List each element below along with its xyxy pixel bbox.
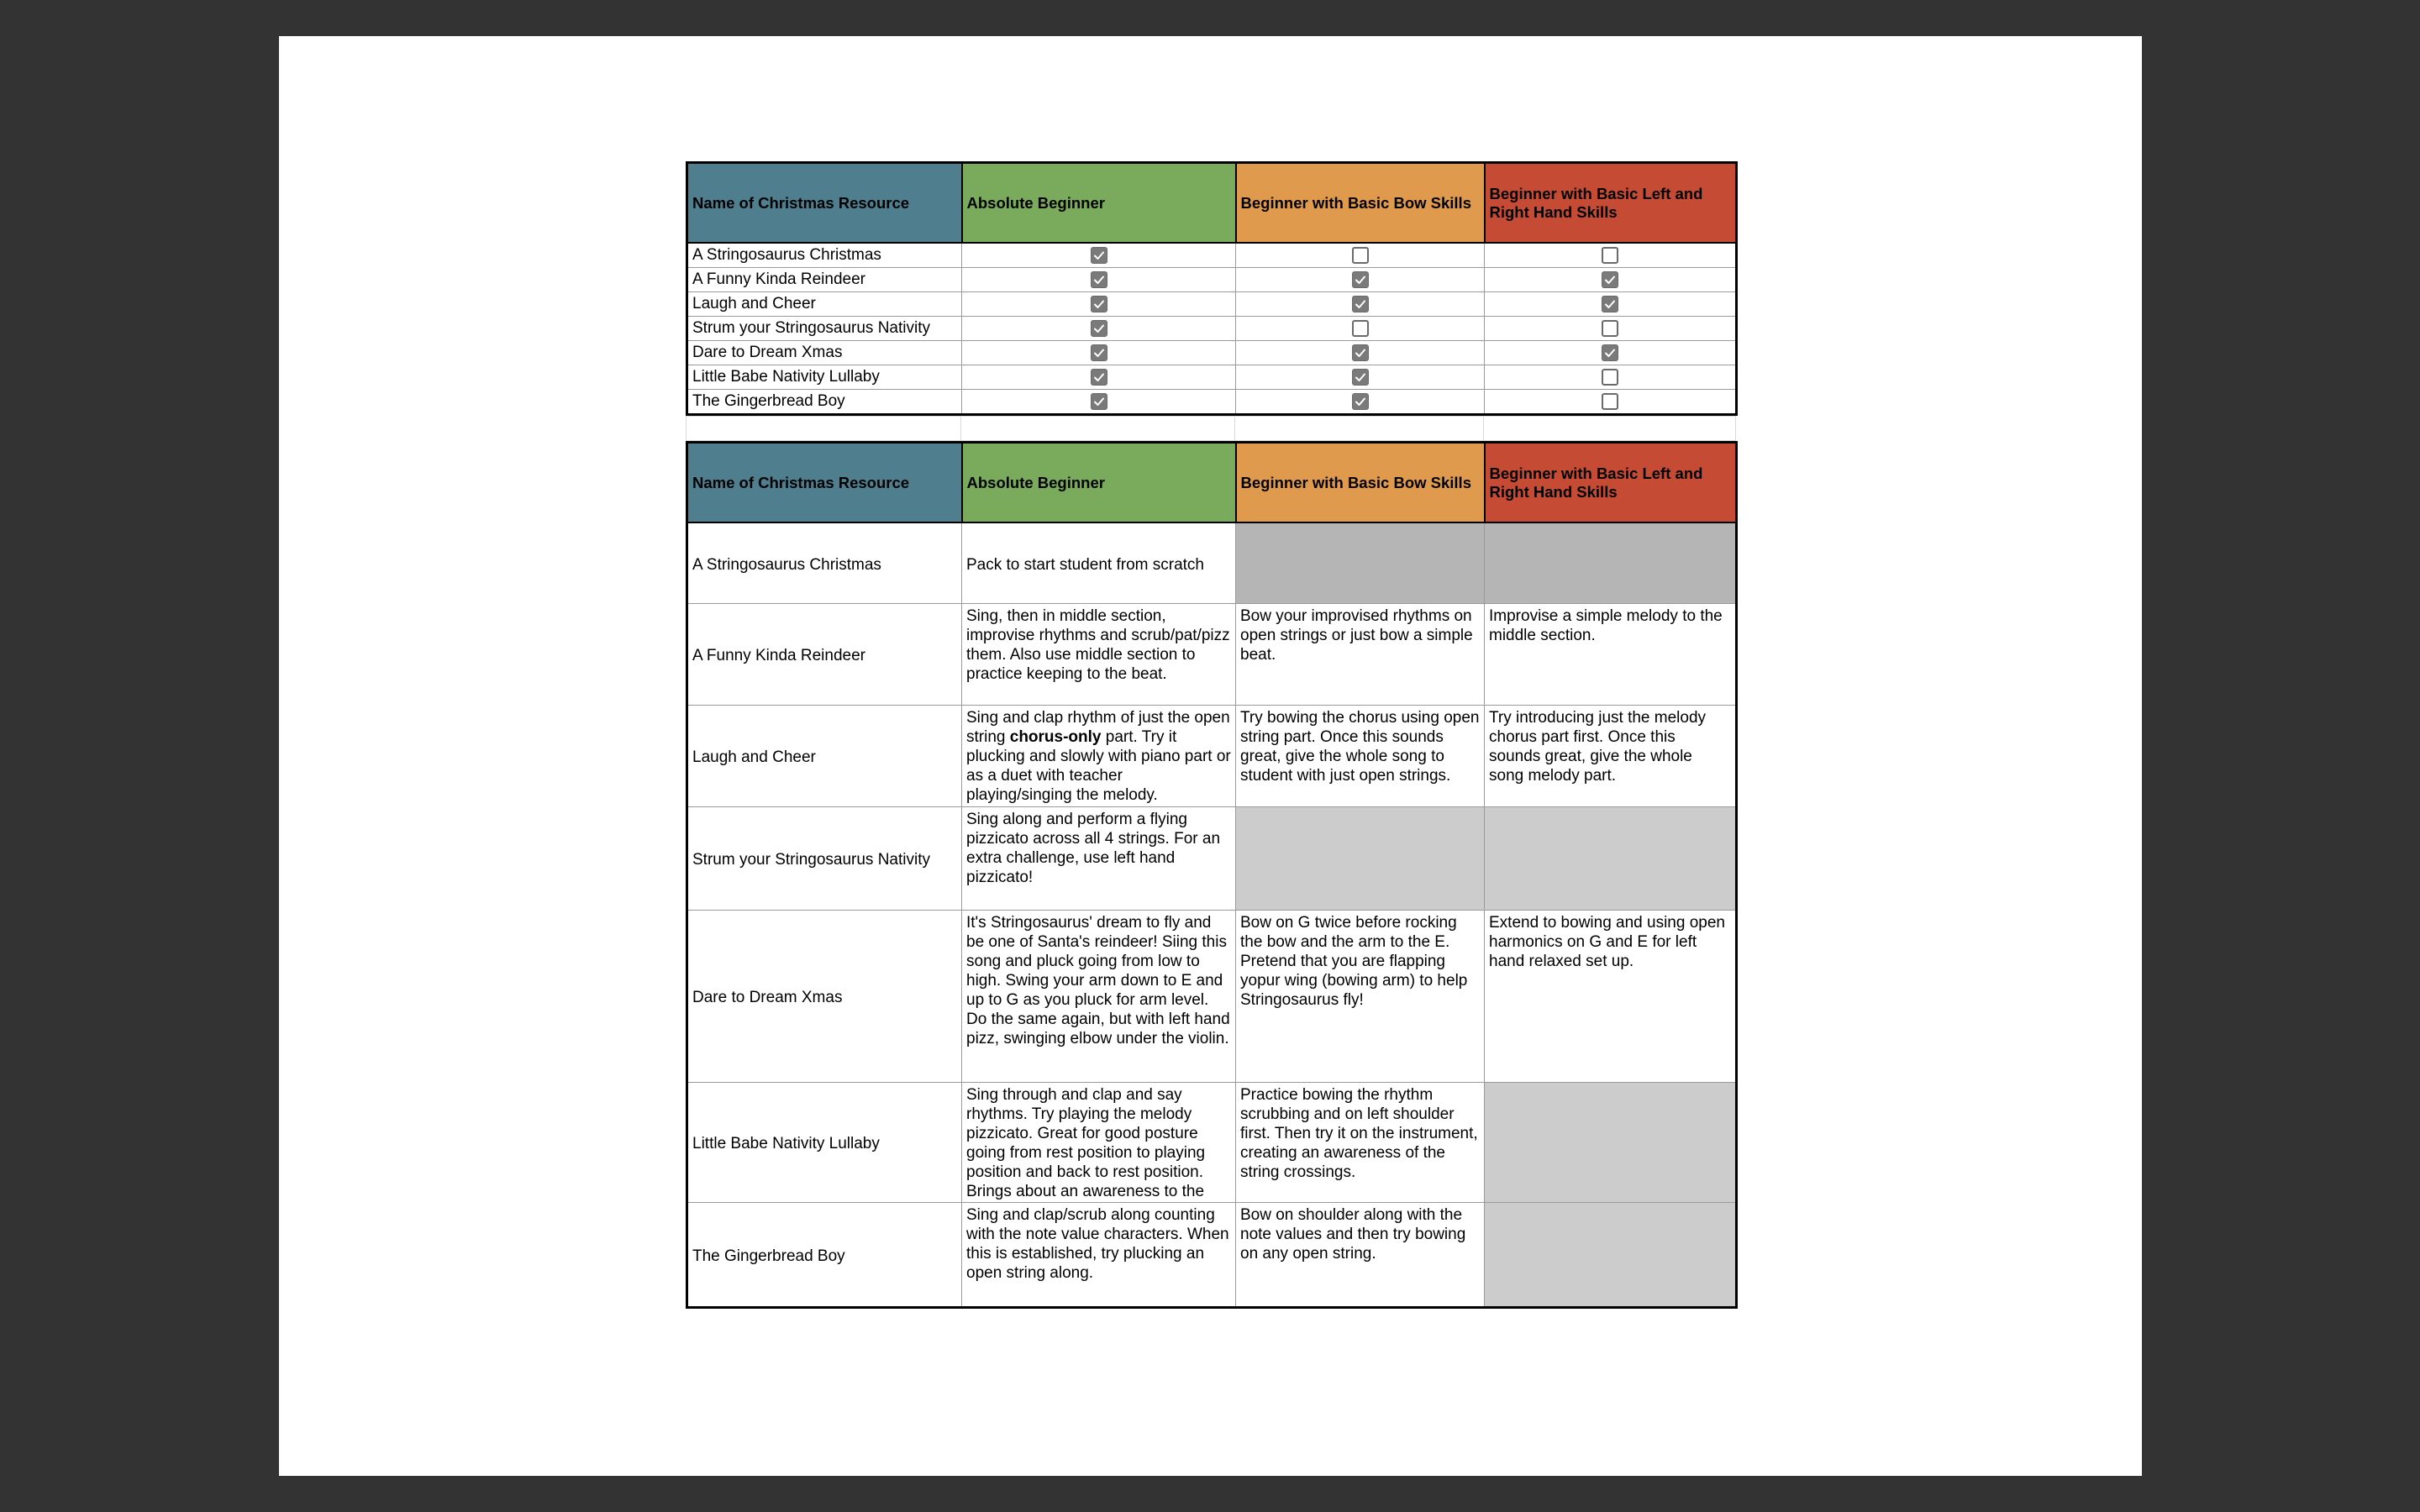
table-row bbox=[687, 522, 1737, 604]
left-right-checkbox-cell bbox=[1485, 365, 1737, 390]
resource-name[interactable]: A Funny Kinda Reindeer bbox=[687, 604, 962, 706]
absolute-beginner-cell[interactable]: Sing along and perform a flying pizzicato across all 4 strings. For an extra challenge, use left hand pizzicato! bbox=[962, 807, 1236, 911]
checked-checkbox-icon[interactable] bbox=[1602, 271, 1618, 288]
resource-name[interactable]: Laugh and Cheer bbox=[687, 292, 962, 317]
left-right-checkbox-cell bbox=[1485, 292, 1737, 317]
bow-checkbox-cell bbox=[1236, 243, 1485, 268]
unchecked-checkbox-icon[interactable] bbox=[1602, 369, 1618, 386]
absolute-checkbox-cell bbox=[962, 341, 1236, 365]
checked-checkbox-icon[interactable] bbox=[1091, 369, 1107, 386]
left-right-cell[interactable] bbox=[1485, 1083, 1737, 1203]
checked-checkbox-icon[interactable] bbox=[1352, 296, 1369, 312]
left-right-cell[interactable] bbox=[1485, 807, 1737, 911]
unchecked-checkbox-icon[interactable] bbox=[1352, 320, 1369, 337]
basic-bow-cell[interactable]: Bow on G twice before rocking the bow and the arm to the E. Pretend that you are flapping yopur wing (bowing arm) to help Stringosaurus fly! bbox=[1236, 911, 1485, 1083]
left-right-cell[interactable]: Try introducing just the melody chorus part first. Once this sounds great, give the whole song melody part. bbox=[1485, 706, 1737, 807]
header-name: Name of Christmas Resource bbox=[687, 443, 962, 523]
checklist-table bbox=[686, 161, 1738, 416]
resource-name[interactable]: Strum your Stringosaurus Nativity bbox=[687, 317, 962, 341]
header-left-right-hand-skills: Beginner with Basic Left and Right Hand Skills bbox=[1485, 443, 1737, 523]
resource-name[interactable]: The Gingerbread Boy bbox=[687, 1203, 962, 1308]
header-name: Name of Christmas Resource bbox=[687, 163, 962, 244]
absolute-beginner-cell[interactable]: It's Stringosaurus' dream to fly and be one of Santa's reindeer! Siing this song and pluck going from low to high. Swing your arm down to E and up to G as you pluck for arm level. Do the same again, but with left hand pizz, swinging elbow under the violin. bbox=[962, 911, 1236, 1083]
basic-bow-cell[interactable] bbox=[1236, 522, 1485, 604]
bow-checkbox-cell bbox=[1236, 390, 1485, 415]
spreadsheet bbox=[686, 161, 1736, 1309]
left-right-checkbox-cell bbox=[1485, 243, 1737, 268]
resource-name[interactable]: The Gingerbread Boy bbox=[687, 390, 962, 415]
basic-bow-cell[interactable]: Practice bowing the rhythm scrubbing and on left shoulder first. Then try it on the instrument, creating an awareness of the string crossings. bbox=[1236, 1083, 1485, 1203]
resource-name[interactable]: Laugh and Cheer bbox=[687, 706, 962, 807]
absolute-checkbox-cell bbox=[962, 292, 1236, 317]
bow-checkbox-cell bbox=[1236, 268, 1485, 292]
left-right-cell[interactable] bbox=[1485, 522, 1737, 604]
bow-checkbox-cell bbox=[1236, 317, 1485, 341]
checked-checkbox-icon[interactable] bbox=[1352, 271, 1369, 288]
resource-name[interactable]: A Stringosaurus Christmas bbox=[687, 243, 962, 268]
left-right-checkbox-cell bbox=[1485, 317, 1737, 341]
checked-checkbox-icon[interactable] bbox=[1091, 271, 1107, 288]
absolute-beginner-cell[interactable]: Pack to start student from scratch bbox=[962, 522, 1236, 604]
cell-text: Sing and clap rhythm of just the open string bbox=[966, 709, 1230, 746]
checked-checkbox-icon[interactable] bbox=[1602, 344, 1618, 361]
checked-checkbox-icon[interactable] bbox=[1091, 344, 1107, 361]
table-row bbox=[687, 1203, 1737, 1308]
basic-bow-cell[interactable] bbox=[1236, 807, 1485, 911]
resource-name[interactable]: Strum your Stringosaurus Nativity bbox=[687, 807, 962, 911]
table-row bbox=[687, 1083, 1737, 1203]
left-right-checkbox-cell bbox=[1485, 341, 1737, 365]
header-basic-bow-skills: Beginner with Basic Bow Skills bbox=[1236, 443, 1485, 523]
absolute-beginner-cell[interactable] bbox=[962, 706, 1236, 807]
table-row bbox=[687, 317, 1737, 341]
absolute-checkbox-cell bbox=[962, 390, 1236, 415]
unchecked-checkbox-icon[interactable] bbox=[1602, 247, 1618, 264]
absolute-beginner-cell[interactable] bbox=[962, 1083, 1236, 1203]
table-row bbox=[687, 365, 1737, 390]
table-row bbox=[687, 268, 1737, 292]
absolute-checkbox-cell bbox=[962, 268, 1236, 292]
bow-checkbox-cell bbox=[1236, 341, 1485, 365]
absolute-checkbox-cell bbox=[962, 365, 1236, 390]
checked-checkbox-icon[interactable] bbox=[1602, 296, 1618, 312]
header-absolute-beginner: Absolute Beginner bbox=[962, 163, 1236, 244]
resource-name[interactable]: Little Babe Nativity Lullaby bbox=[687, 1083, 962, 1203]
checklist-header-row bbox=[687, 163, 1737, 244]
descriptions-header-row bbox=[687, 443, 1737, 523]
header-absolute-beginner: Absolute Beginner bbox=[962, 443, 1236, 523]
basic-bow-cell[interactable]: Try bowing the chorus using open string part. Once this sounds great, give the whole song to student with just open strings. bbox=[1236, 706, 1485, 807]
left-right-cell[interactable] bbox=[1485, 1203, 1737, 1308]
table-row bbox=[687, 706, 1737, 807]
resource-name[interactable]: A Funny Kinda Reindeer bbox=[687, 268, 962, 292]
table-row bbox=[687, 604, 1737, 706]
cell-text: Sing through and clap and say rhythms. Try playing the melody pizzicato. Great for good posture going from rest position to playing position and back to rest position. Brings about an awareness to the bbox=[966, 1086, 1206, 1200]
left-right-checkbox-cell bbox=[1485, 268, 1737, 292]
bow-checkbox-cell bbox=[1236, 365, 1485, 390]
descriptions-table bbox=[686, 441, 1738, 1309]
table-row bbox=[687, 292, 1737, 317]
header-basic-bow-skills: Beginner with Basic Bow Skills bbox=[1236, 163, 1485, 244]
checked-checkbox-icon[interactable] bbox=[1352, 369, 1369, 386]
resource-name[interactable]: Little Babe Nativity Lullaby bbox=[687, 365, 962, 390]
absolute-beginner-cell[interactable]: Sing, then in middle section, improvise rhythms and scrub/pat/pizz them. Also use middle section to practice keeping to the beat. bbox=[962, 604, 1236, 706]
table-row bbox=[687, 807, 1737, 911]
checked-checkbox-icon[interactable] bbox=[1091, 296, 1107, 312]
absolute-checkbox-cell bbox=[962, 243, 1236, 268]
basic-bow-cell[interactable]: Bow your improvised rhythms on open strings or just bow a simple beat. bbox=[1236, 604, 1485, 706]
table-row bbox=[687, 243, 1737, 268]
resource-name[interactable]: A Stringosaurus Christmas bbox=[687, 522, 962, 604]
left-right-cell[interactable]: Extend to bowing and using open harmonics on G and E for left hand relaxed set up. bbox=[1485, 911, 1737, 1083]
left-right-cell[interactable]: Improvise a simple melody to the middle section. bbox=[1485, 604, 1737, 706]
resource-name[interactable]: Dare to Dream Xmas bbox=[687, 341, 962, 365]
absolute-checkbox-cell bbox=[962, 317, 1236, 341]
basic-bow-cell[interactable]: Bow on shoulder along with the note values and then try bowing on any open string. bbox=[1236, 1203, 1485, 1308]
table-row bbox=[687, 390, 1737, 415]
unchecked-checkbox-icon[interactable] bbox=[1352, 247, 1369, 264]
table-row bbox=[687, 341, 1737, 365]
unchecked-checkbox-icon[interactable] bbox=[1602, 320, 1618, 337]
checked-checkbox-icon[interactable] bbox=[1091, 320, 1107, 337]
left-right-checkbox-cell bbox=[1485, 390, 1737, 415]
checked-checkbox-icon[interactable] bbox=[1352, 344, 1369, 361]
document-page bbox=[279, 36, 2142, 1476]
checked-checkbox-icon[interactable] bbox=[1091, 247, 1107, 264]
table-row bbox=[687, 911, 1737, 1083]
checked-checkbox-icon[interactable] bbox=[1352, 393, 1369, 410]
bold-text: chorus-only bbox=[1009, 728, 1102, 746]
spacer-rows bbox=[686, 416, 1736, 441]
bow-checkbox-cell bbox=[1236, 292, 1485, 317]
absolute-beginner-cell[interactable]: Sing and clap/scrub along counting with the note value characters. When this is established, try plucking an open string along. bbox=[962, 1203, 1236, 1308]
cell-text: part. Try it plucking and slowly with piano part or as a duet with teacher playing/singing the melody. bbox=[966, 728, 1231, 804]
resource-name[interactable]: Dare to Dream Xmas bbox=[687, 911, 962, 1083]
header-left-right-hand-skills: Beginner with Basic Left and Right Hand Skills bbox=[1485, 163, 1737, 244]
unchecked-checkbox-icon[interactable] bbox=[1602, 393, 1618, 410]
checked-checkbox-icon[interactable] bbox=[1091, 393, 1107, 410]
